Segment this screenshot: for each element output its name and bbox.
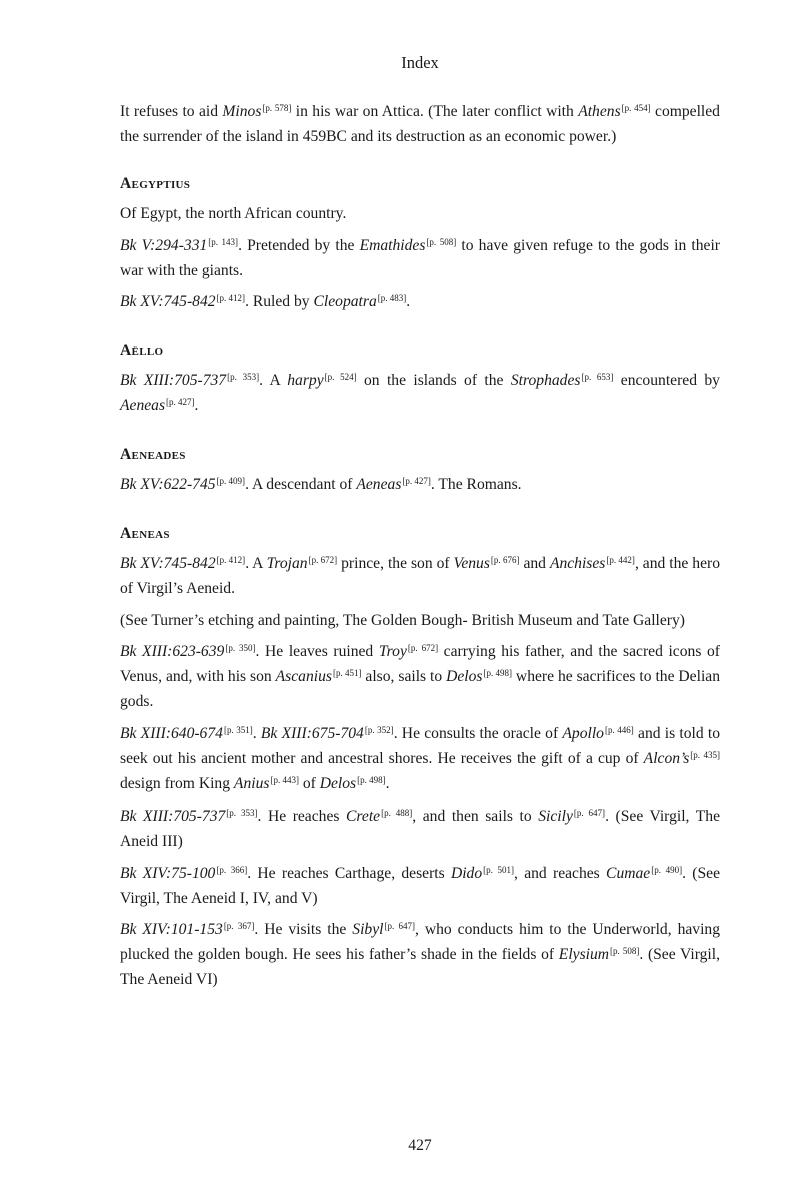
italic-term: Bk XIII:623-639 bbox=[120, 643, 225, 660]
body-text: . He visits the bbox=[254, 921, 353, 938]
body-text: . Pretended by the bbox=[238, 236, 360, 254]
page-reference-link[interactable]: [p. 498] bbox=[483, 668, 512, 678]
italic-term: Strophades bbox=[510, 372, 581, 389]
index-body bbox=[120, 100, 720, 1000]
italic-term: Bk XV:745-842 bbox=[120, 555, 216, 572]
italic-term: Delos bbox=[446, 668, 483, 685]
page-reference-link[interactable]: [p. 508] bbox=[610, 946, 640, 956]
body-text: design from King bbox=[120, 774, 234, 792]
page-reference-link[interactable]: [p. 409] bbox=[216, 476, 246, 486]
page-reference-link[interactable]: [p. 350] bbox=[225, 643, 256, 653]
italic-term: Bk XIII:675-704 bbox=[260, 724, 364, 742]
italic-term: Anius bbox=[233, 774, 270, 792]
page-reference-link[interactable]: [p. 351] bbox=[223, 724, 253, 735]
entry-paragraph bbox=[120, 640, 720, 713]
index-entry bbox=[120, 172, 720, 315]
entry-paragraph bbox=[120, 722, 720, 797]
page-reference-link[interactable]: [p. 367] bbox=[223, 921, 255, 931]
page-reference-link[interactable]: [p. 435] bbox=[690, 749, 720, 760]
running-header: Index bbox=[401, 53, 439, 72]
body-text: , and then sails to bbox=[412, 808, 539, 825]
page-reference-link[interactable]: [p. 524] bbox=[324, 372, 357, 382]
index-entry bbox=[120, 100, 720, 148]
page-reference-link[interactable]: [p. 352] bbox=[364, 724, 394, 735]
italic-term: Bk XIII:640-674 bbox=[120, 724, 223, 742]
italic-term: Bk XIII:705-737 bbox=[120, 808, 226, 825]
entry-paragraph bbox=[120, 473, 720, 498]
index-entry bbox=[120, 443, 720, 498]
body-text: It refuses to aid bbox=[120, 103, 223, 120]
body-text: . He reaches Carthage, deserts bbox=[247, 864, 451, 882]
page-reference-link[interactable]: [p. 578] bbox=[262, 103, 292, 113]
body-text: . He leaves ruined bbox=[255, 643, 379, 660]
body-text: . bbox=[194, 397, 199, 414]
page-reference-link[interactable]: [p. 647] bbox=[384, 921, 416, 931]
entry-heading: Aegyptius bbox=[120, 175, 191, 192]
body-text: and bbox=[519, 555, 550, 572]
body-text: encountered by bbox=[613, 372, 720, 389]
body-text: . (See Virgil, The Aeneid I, IV, and V) bbox=[120, 864, 721, 907]
italic-term: Alcon’s bbox=[643, 749, 690, 767]
body-text: , and reaches bbox=[514, 864, 607, 882]
page-reference-link[interactable]: [p. 427] bbox=[402, 476, 431, 486]
body-text: . (See Virgil, The Aneid III) bbox=[120, 808, 720, 850]
page-reference-link[interactable]: [p. 454] bbox=[621, 103, 651, 113]
body-text: . A bbox=[259, 372, 288, 389]
page-reference-link[interactable]: [p. 501] bbox=[483, 864, 515, 875]
page-reference-link[interactable]: [p. 676] bbox=[490, 555, 520, 565]
index-entry bbox=[120, 339, 720, 419]
body-text: to have given refuge to the gods in their war with the giants. bbox=[120, 236, 721, 279]
body-text: in his war on Attica. (The later conflict with bbox=[291, 103, 579, 120]
entry-heading: Aeneades bbox=[120, 446, 186, 463]
body-text: compelled the surrender of the island in 459BC and its destruction as an economic power.) bbox=[120, 103, 720, 145]
entry-heading: Aeneas bbox=[120, 525, 170, 542]
body-text: and is told to seek out his ancient mother and ancestral shores. He receives the gift of a cup of bbox=[120, 724, 721, 767]
entry-paragraph bbox=[120, 552, 720, 600]
italic-term: harpy bbox=[287, 372, 324, 389]
body-text: . Ruled by bbox=[245, 293, 314, 310]
body-text: Of Egypt, the north African country. bbox=[120, 205, 347, 222]
page-reference-link[interactable]: [p. 366] bbox=[216, 864, 248, 875]
entry-paragraph bbox=[120, 862, 720, 910]
body-text: of bbox=[298, 774, 320, 792]
body-text: on the islands of the bbox=[356, 372, 511, 389]
page-reference-link[interactable]: [p. 672] bbox=[407, 643, 439, 653]
page-reference-link[interactable]: [p. 490] bbox=[651, 864, 683, 875]
page-reference-link[interactable]: [p. 412] bbox=[216, 555, 246, 565]
italic-term: Aeneas bbox=[120, 397, 166, 414]
italic-term: Troy bbox=[378, 643, 407, 660]
body-text: . The Romans. bbox=[430, 476, 522, 493]
body-text: carrying his father, and the sacred icons of Venus, and, with his son bbox=[120, 643, 720, 685]
entry-paragraph bbox=[120, 609, 720, 632]
body-text: also, sails to bbox=[361, 668, 447, 685]
italic-term: Crete bbox=[346, 808, 381, 825]
italic-term: Minos bbox=[222, 103, 262, 120]
page-reference-link[interactable]: [p. 143] bbox=[208, 236, 239, 247]
body-text: . He reaches bbox=[257, 808, 347, 825]
body-text: . bbox=[385, 774, 390, 792]
italic-term: Dido bbox=[450, 864, 483, 882]
italic-term: Cumae bbox=[606, 864, 651, 882]
body-text: . A bbox=[245, 555, 267, 572]
page-reference-link[interactable]: [p. 653] bbox=[581, 372, 614, 382]
body-text: . (See Virgil, The Aeneid VI) bbox=[120, 946, 720, 988]
body-text: . bbox=[406, 293, 411, 310]
italic-term: Delos bbox=[319, 774, 357, 792]
body-text: , who conducts him to the Underworld, having plucked the golden bough. He sees his father’s shade in the fields of bbox=[120, 921, 721, 963]
body-text: , and the hero of Virgil’s Aeneid. bbox=[120, 555, 720, 597]
page-reference-link[interactable]: [p. 412] bbox=[216, 293, 246, 303]
page-reference-link[interactable]: [p. 647] bbox=[573, 808, 606, 818]
entry-paragraph bbox=[120, 100, 720, 148]
index-entry bbox=[120, 522, 720, 991]
italic-term: Athens bbox=[578, 103, 621, 120]
body-text: . A descendant of bbox=[245, 476, 357, 493]
page-reference-link[interactable]: [p. 442] bbox=[606, 555, 635, 565]
page-reference-link[interactable]: [p. 508] bbox=[426, 236, 457, 247]
page-reference-link[interactable]: [p. 498] bbox=[357, 774, 386, 785]
page-reference-link[interactable]: [p. 427] bbox=[166, 397, 195, 407]
page-reference-link[interactable]: [p. 353] bbox=[227, 372, 260, 382]
page-reference-link[interactable]: [p. 443] bbox=[270, 774, 299, 785]
italic-term: Bk V:294-331 bbox=[120, 236, 208, 254]
italic-term: Emathides bbox=[359, 236, 426, 254]
entry-paragraph bbox=[120, 290, 720, 315]
entry-paragraph bbox=[120, 918, 720, 991]
italic-term: Elysium bbox=[558, 946, 610, 963]
italic-term: Sicily bbox=[538, 808, 573, 825]
page-reference-link[interactable]: [p. 451] bbox=[332, 668, 362, 678]
italic-term: Ascanius bbox=[275, 668, 332, 685]
italic-term: Bk XV:745-842 bbox=[120, 293, 216, 310]
entry-paragraph bbox=[120, 805, 720, 853]
page-number: 427 bbox=[408, 1137, 432, 1154]
entry-paragraph bbox=[120, 369, 720, 419]
italic-term: Sibyl bbox=[352, 921, 384, 938]
page-reference-link[interactable]: [p. 483] bbox=[377, 293, 407, 303]
italic-term: Anchises bbox=[549, 555, 606, 572]
page-reference-link[interactable]: [p. 446] bbox=[604, 724, 634, 735]
italic-term: Cleopatra bbox=[313, 293, 377, 310]
italic-term: Bk XIV:101-153 bbox=[120, 921, 223, 938]
entry-paragraph bbox=[120, 234, 720, 282]
italic-term: Trojan bbox=[266, 555, 308, 572]
page-reference-link[interactable]: [p. 672] bbox=[308, 555, 338, 565]
body-text: (See Turner’s etching and painting, The Golden Bough- British Museum and Tate Gallery) bbox=[120, 611, 685, 629]
body-text: where he sacrifices to the Delian gods. bbox=[120, 668, 720, 710]
entry-paragraph bbox=[120, 202, 720, 225]
italic-term: Aeneas bbox=[356, 476, 402, 493]
italic-term: Bk XV:622-745 bbox=[120, 476, 216, 493]
page-reference-link[interactable]: [p. 353] bbox=[226, 808, 258, 818]
italic-term: Bk XIV:75-100 bbox=[120, 864, 216, 882]
italic-term: Bk XIII:705-737 bbox=[120, 372, 227, 389]
body-text: . He consults the oracle of bbox=[393, 724, 563, 742]
body-text: prince, the son of bbox=[337, 555, 454, 572]
entry-heading: Aëllo bbox=[120, 342, 164, 359]
italic-term: Venus bbox=[453, 555, 490, 572]
body-text: . bbox=[252, 724, 261, 742]
page-reference-link[interactable]: [p. 488] bbox=[381, 808, 413, 818]
italic-term: Apollo bbox=[562, 724, 604, 742]
